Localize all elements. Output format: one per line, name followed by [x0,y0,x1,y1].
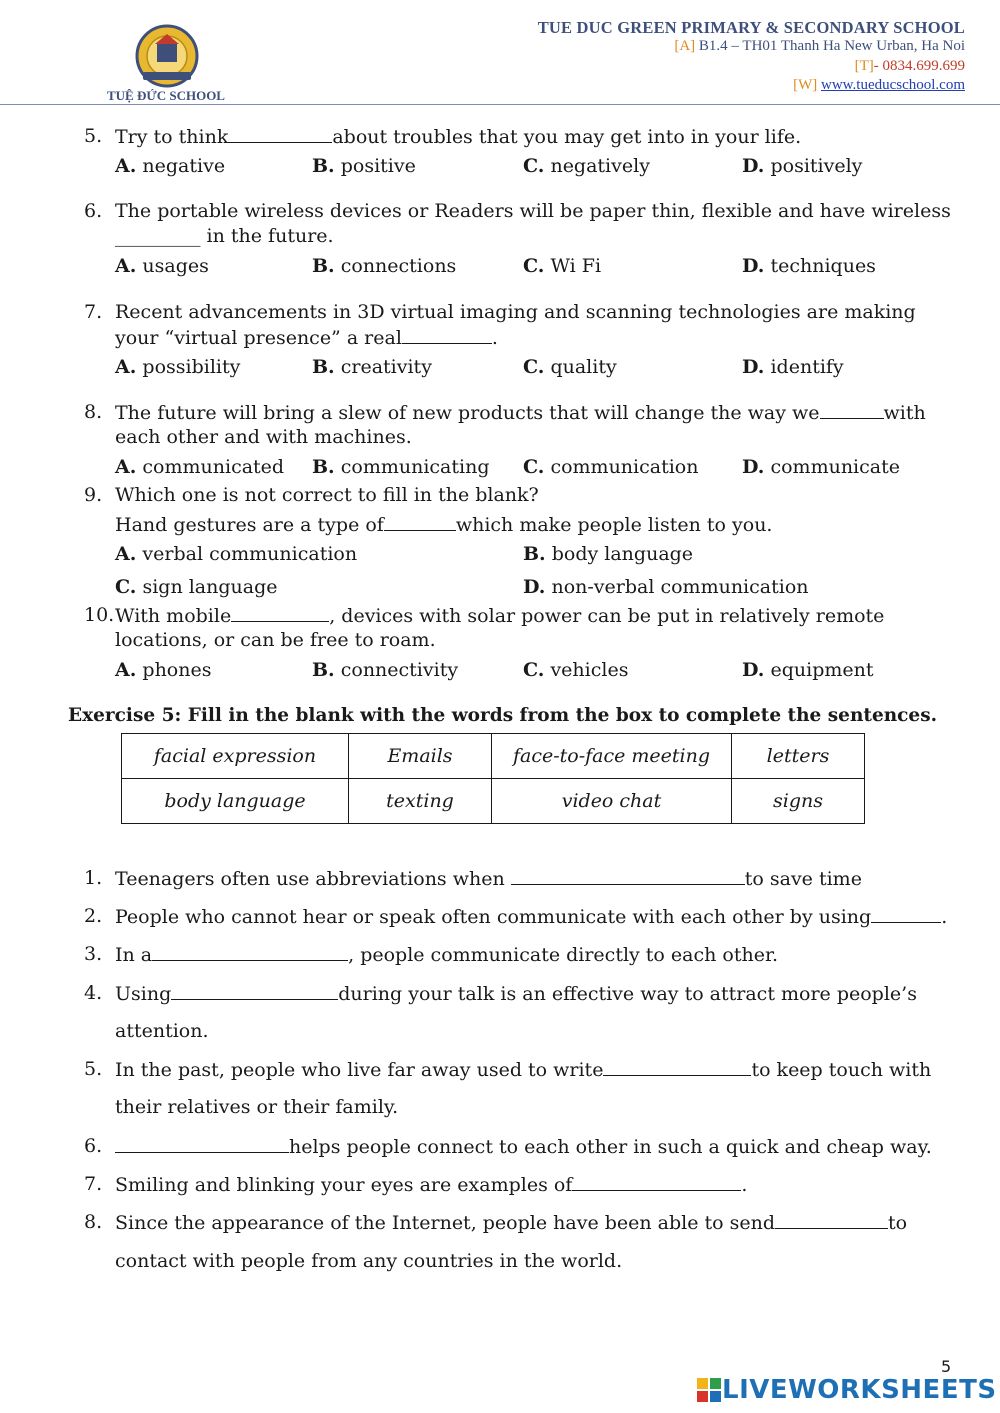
option-d[interactable]: D. non-verbal communication [523,576,809,598]
option-c[interactable]: C. negatively [523,155,650,177]
answer-blank[interactable] [152,943,348,961]
option-a[interactable]: A. possibility [115,356,241,378]
sentence-text: Since the appearance of the Internet, people have been able to send to [115,1212,908,1234]
school-address: [A] B1.4 – TH01 Thanh Ha New Urban, Ha Noi [674,38,965,54]
answer-blank[interactable] [231,604,329,622]
question-text: The portable wireless devices or Readers will be paper thin, flexible and have wireless [115,200,951,222]
liveworksheets-brand: LIVEWORKSHEETS [722,1375,997,1405]
option-b[interactable]: B. connections [312,255,457,277]
sentence-text: helps people connect to each other in such a quick and cheap way. [115,1135,932,1158]
option-a[interactable]: A. negative [115,155,226,177]
option-b[interactable]: B. communicating [312,456,490,478]
word-box-cell: signs [732,779,865,824]
word-box-row [122,734,865,779]
question-text: Recent advancements in 3D virtual imaging and scanning technologies are making [115,301,916,323]
option-d[interactable]: D. positively [742,155,863,177]
question-number: 10. [84,604,115,626]
sentence-number: 3. [84,943,103,965]
answer-blank[interactable] [775,1211,888,1229]
option-c[interactable]: C. vehicles [523,659,629,681]
sentence-text-line2: their relatives or their family. [115,1096,399,1118]
sentence-text: In the past, people who live far away used to write to keep touch with [115,1059,932,1081]
question-number: 8. [84,401,103,423]
sentence-number: 4. [84,982,103,1004]
question-text-line2: Hand gestures are a type of which make people listen to you. [115,514,773,536]
answer-blank[interactable] [171,982,338,1000]
header-divider [0,104,1000,105]
answer-blank[interactable] [402,326,492,344]
sentence-text-line2: contact with people from any countries in the world. [115,1250,623,1272]
school-logo [105,22,230,107]
word-box-cell: facial expression [122,734,349,779]
option-c[interactable]: C. quality [523,356,617,378]
option-b[interactable]: B. connectivity [312,659,459,681]
question-number: 5. [84,125,103,147]
answer-blank[interactable] [871,905,941,923]
option-a[interactable]: A. communicated [115,456,285,478]
school-name: TUE DUC GREEN PRIMARY & SECONDARY SCHOOL [537,18,965,37]
option-b[interactable]: B. positive [312,155,416,177]
answer-blank[interactable] [115,1135,289,1153]
answer-blank[interactable] [228,125,332,143]
word-box-cell: face-to-face meeting [492,734,732,779]
question-number: 7. [84,301,103,323]
option-b[interactable]: B. creativity [312,356,432,378]
option-d[interactable]: D. identify [742,356,844,378]
answer-blank[interactable] [820,401,884,419]
sentence-number: 2. [84,905,103,927]
logo-text: TUỆ ĐỨC SCHOOL [107,88,225,103]
sentence-text: Using during your talk is an effective way to attract more people’s [115,983,917,1005]
question-text-line2: _________ in the future. [115,225,334,247]
sentence-text: Smiling and blinking your eyes are examples of . [115,1174,748,1196]
question-text-line2: locations, or can be free to roam. [115,629,436,651]
question-number: 6. [84,200,103,222]
word-box-row [122,779,865,824]
question-text: Which one is not correct to fill in the blank? [115,484,539,506]
word-box-cell: letters [732,734,865,779]
question-text: The future will bring a slew of new products that will change the way we with [115,402,926,424]
option-d[interactable]: D. techniques [742,255,876,277]
sentence-text: Teenagers often use abbreviations when to save time [115,868,862,890]
sentence-number: 1. [84,867,103,889]
exercise-title: Exercise 5: Fill in the blank with the words from the box to complete the sentences. [68,705,938,726]
sentence-number: 8. [84,1211,103,1233]
option-c[interactable]: C. sign language [115,576,278,598]
option-d[interactable]: D. communicate [742,456,900,478]
word-box-cell: video chat [492,779,732,824]
question-text-line2: your “virtual presence” a real . [115,327,498,349]
sentence-number: 7. [84,1173,103,1195]
answer-blank[interactable] [603,1058,751,1076]
liveworksheets-logo-icon [697,1378,721,1406]
school-phone: [T]- 0834.699.699 [854,58,965,74]
option-a[interactable]: A. phones [115,659,212,681]
question-text-line2: each other and with machines. [115,426,412,448]
word-box-cell: body language [122,779,349,824]
option-c[interactable]: C. Wi Fi [523,255,602,277]
sentence-text: In a , people communicate directly to each other. [115,944,778,966]
option-d[interactable]: D. equipment [742,659,874,681]
answer-blank[interactable] [572,1173,741,1191]
word-box-cell: Emails [349,734,492,779]
sentence-text-line2: attention. [115,1020,209,1042]
word-box [121,733,865,824]
option-a[interactable]: A. usages [115,255,209,277]
sentence-number: 6. [84,1135,103,1157]
answer-blank[interactable] [384,513,456,531]
sentence-number: 5. [84,1058,103,1080]
page-number: 5 [941,1357,952,1376]
option-b[interactable]: B. body language [523,543,694,565]
question-text: With mobile , devices with solar power can be put in relatively remote [115,605,885,627]
option-c[interactable]: C. communication [523,456,699,478]
option-a[interactable]: A. verbal communication [115,543,358,565]
question-number: 9. [84,484,103,506]
website-link[interactable]: www.tueducschool.com [821,77,965,93]
answer-blank[interactable] [511,867,745,885]
question-text: Try to think about troubles that you may get into in your life. [115,126,802,148]
sentence-text: People who cannot hear or speak often communicate with each other by using . [115,906,948,928]
word-box-cell: texting [349,779,492,824]
school-website: [W] www.tueducschool.com [793,77,965,93]
